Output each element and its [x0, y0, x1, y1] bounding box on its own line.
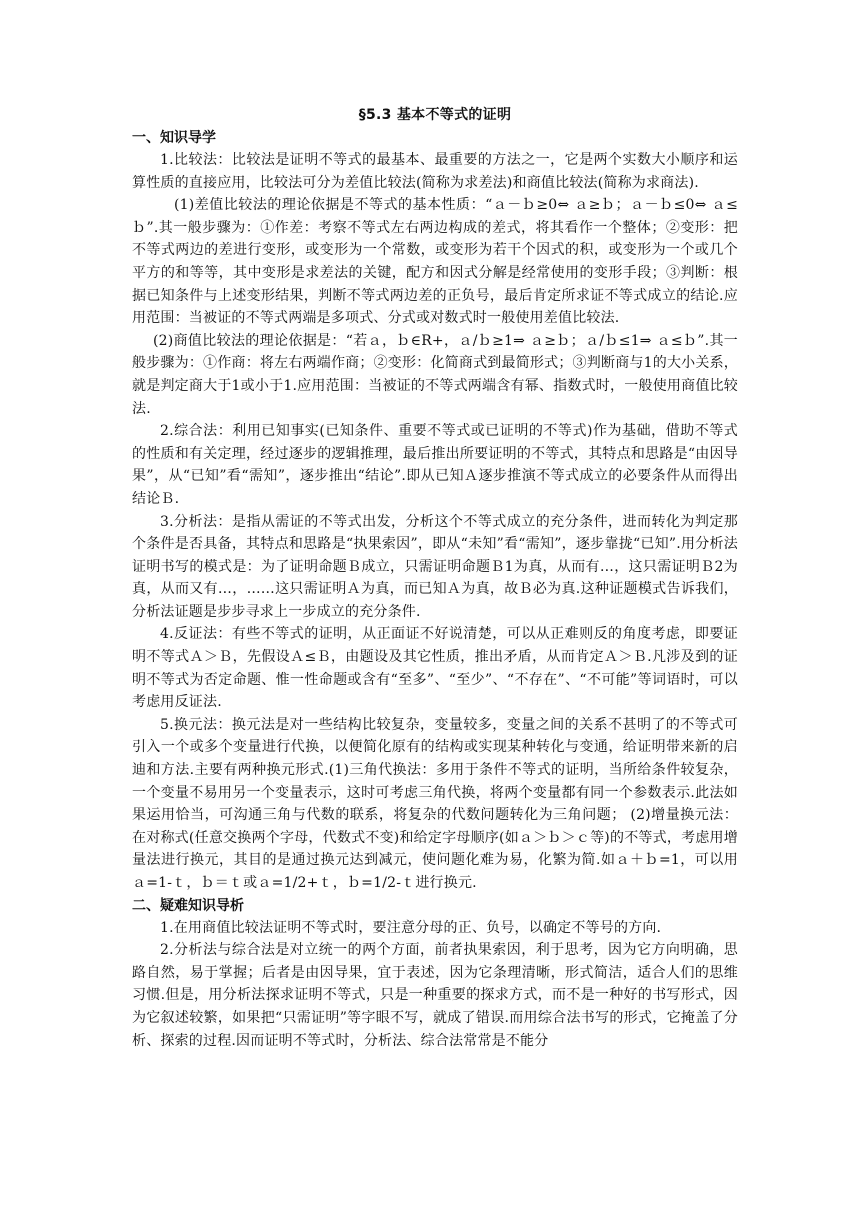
paragraph-comparison-method: 1.比较法：比较法是证明不等式的最基本、最重要的方法之一，它是两个实数大小顺序和运算性质的直接应用，比较法可分为差值比较法(简称为求差法)和商值比较法(简称为求商法).	[132, 152, 738, 191]
section-heading-2: 二、疑难知识导析	[132, 897, 244, 914]
paragraph-difficulty-1: 1.在用商值比较法证明不等式时，要注意分母的正、负号，以确定不等号的方向.	[160, 919, 662, 936]
paragraph-synthesis-method: 2.综合法：利用已知事实(已知条件、重要不等式或已证明的不等式)作为基础，借助不等式的性质和有关定理，经过逐步的逻辑推理，最后推出所要证明的不等式，其特点和思路是“由因导果”，从“已知”看“需知”，逐步推出“结论”.即从已知Ａ逐步推演不等式成立的必要条件从而得出结论Ｂ.	[132, 423, 738, 507]
section-heading-1: 一、知识导学	[132, 130, 216, 146]
document-page	[132, 104, 738, 1052]
paragraph-quotient-comparison: (2)商值比较法的理论依据是：“若ａ，ｂ∈R+，ａ/ｂ≥1⇒ ａ≥ｂ；ａ/ｂ≤1⇒ ａ≤ｂ”.其一般步骤为：①作商：将左右两端作商；②变形：化简商式到最简形式；③判断商与1的大小关系，就是判定商大于1或小于1.应用范围：当被证的不等式两端含有幂、指数式时，一般使用商值比较法.	[132, 332, 738, 417]
paragraph-substitution-method: 5.换元法：换元法是对一些结构比较复杂，变量较多，变量之间的关系不甚明了的不等式可引入一个或多个变量进行代换，以便简化原有的结构或实现某种转化与变通，给证明带来新的启迪和方法.主要有两种换元形式.(1)三角代换法：多用于条件不等式的证明，当所给条件较复杂，一个变量不易用另一个变量表示，这时可考虑三角代换，将两个变量都有同一个参数表示.此法如果运用恰当，可沟通三角与代数的联系，将复杂的代数问题转化为三角问题； (2)增量换元法：在对称式(任意交换两个字母，代数式不变)和给定字母顺序(如ａ＞ｂ＞ｃ等)的不等式，考虑用增量法进行换元，其目的是通过换元达到减元，使问题化难为易，化繁为简.如ａ＋ｂ=1，可以用ａ=1-ｔ，ｂ＝ｔ或ａ=1/2+ｔ，ｂ=1/2-ｔ进行换元.	[132, 716, 738, 891]
page-title: §5.3 基本不等式的证明	[358, 107, 512, 123]
paragraph-difference-comparison: (1)差值比较法的理论依据是不等式的基本性质：“ａ－ｂ≥0⇔ ａ≥ｂ；ａ－ｂ≤0⇔ ａ≤ｂ”.其一般步骤为：①作差：考察不等式左右两边构成的差式，将其看作一个整体；②变形：把不等式两边的差进行变形，或变形为一个常数，或变形为若干个因式的积，或变形为一个或几个平方的和等等，其中变形是求差法的关键，配方和因式分解是经常使用的变形手段；③判断：根据已知条件与上述变形结果，判断不等式两边差的正负号，最后肯定所求证不等式成立的结论.应用范围：当被证的不等式两端是多项式、分式或对数式时一般使用差值比较法.	[132, 197, 738, 327]
paragraph-difficulty-2: 2.分析法与综合法是对立统一的两个方面，前者执果索因，利于思考，因为它方向明确，思路自然，易于掌握；后者是由因导果，宜于表述，因为它条理清晰，形式简洁，适合人们的思维习惯.但是，用分析法探求证明不等式，只是一种重要的探求方式，而不是一种好的书写形式，因为它叙述较繁，如果把“只需证明”等字眼不写，就成了错误.而用综合法书写的形式，它掩盖了分析、探索的过程.因而证明不等式时，分析法、综合法常常是不能分	[132, 942, 738, 1049]
paragraph-analysis-method: 3.分析法：是指从需证的不等式出发，分析这个不等式成立的充分条件，进而转化为判定那个条件是否具备，其特点和思路是“执果索因”，即从“未知”看“需知”，逐步靠拢“已知”.用分析法证明书写的模式是：为了证明命题Ｂ成立，只需证明命题Ｂ1为真，从而有…，这只需证明Ｂ2为真，从而又有…，……这只需证明Ａ为真，而已知Ａ为真，故Ｂ必为真.这种证题模式告诉我们，分析法证题是步步寻求上一步成立的充分条件.	[132, 513, 738, 620]
paragraph-contradiction-method: 4.反证法：有些不等式的证明，从正面证不好说清楚，可以从正难则反的角度考虑，即要证明不等式Ａ＞Ｂ，先假设Ａ≤Ｂ，由题设及其它性质，推出矛盾，从而肯定Ａ＞Ｂ.凡涉及到的证明不等式为否定命题、惟一性命题或含有“至多”、“至少”、“不存在”、“不可能”等词语时，可以考虑用反证法.	[132, 626, 738, 711]
